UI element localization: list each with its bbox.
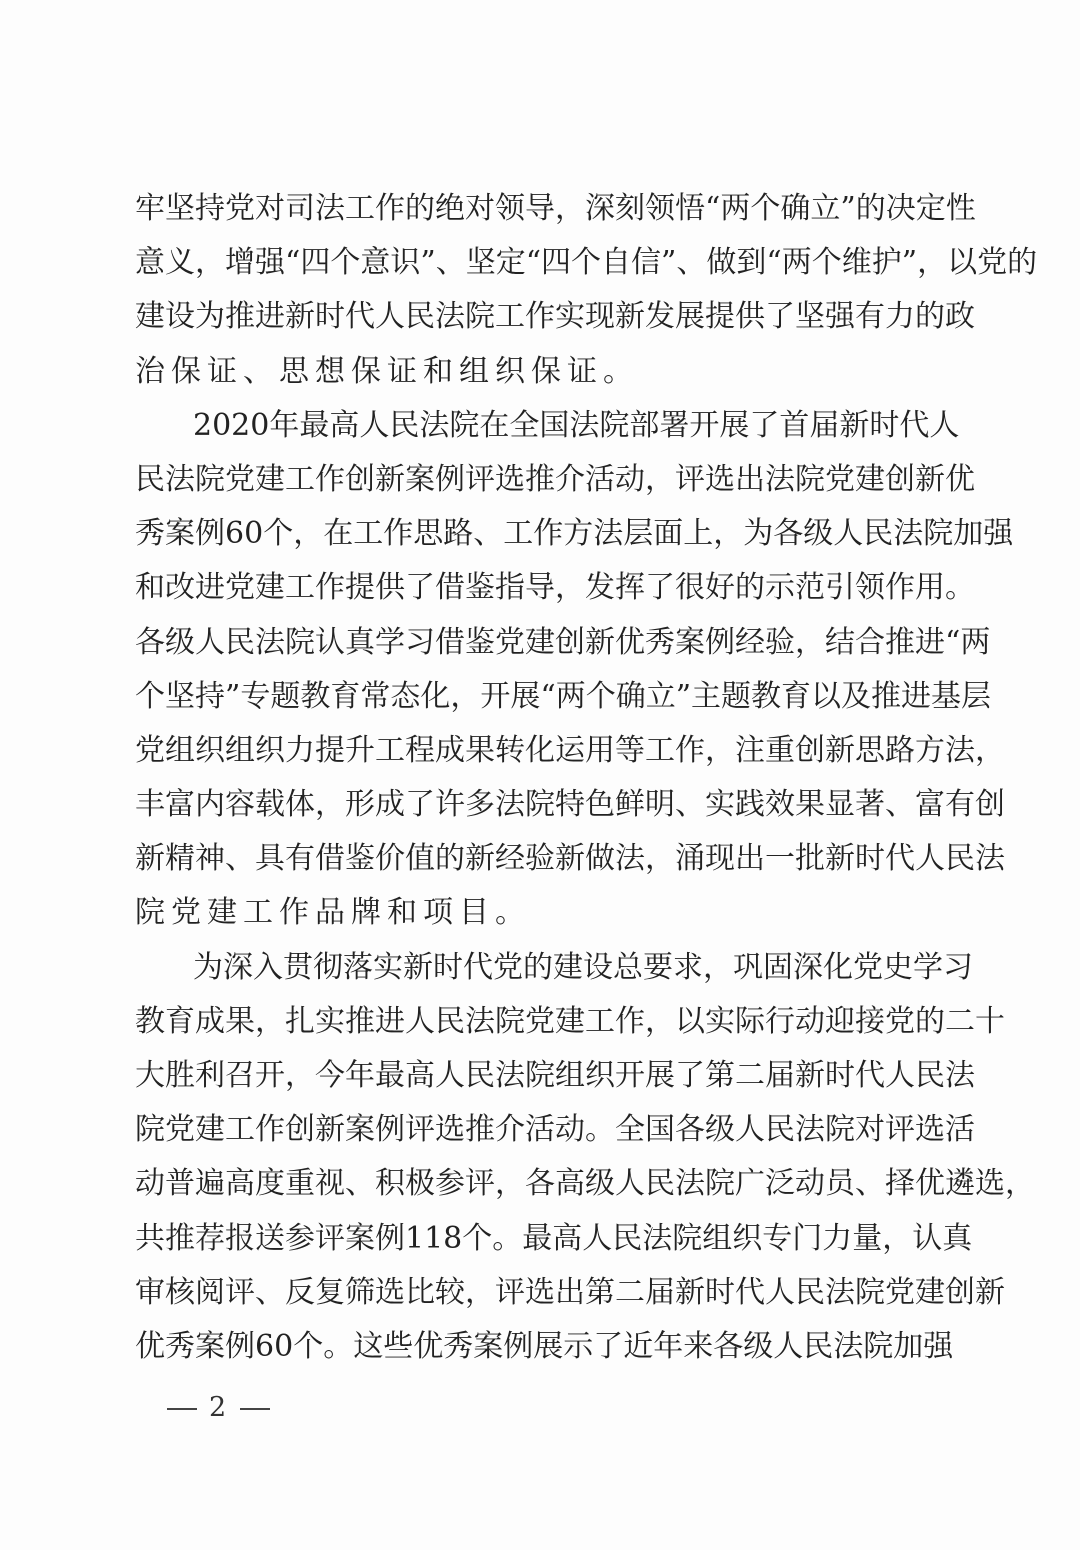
text-line: 新 精 神 、 具 有 借 鉴 价 值 的 新 经 验 新 做 法 ， 涌 现 出 一 批 新 时 代 人 民 法	[135, 841, 1005, 877]
text-line: 个 坚 持 ” 专 题 教 育 常 态 化 ， 开 展 “ 两 个 确 立 ” 主 题 教 育 以 及 推 进 基 层	[135, 678, 992, 714]
text-line: 牢 坚 持 党 对 司 法 工 作 的 绝 对 领 导 ， 深 刻 领 悟 “ 两 个 确 立 ” 的 决 定 性	[135, 191, 976, 226]
text-line: 院 党 建 工 作 创 新 案 例 评 选 推 介 活 动 。 全 国 各 级 人 民 法 院 对 评 选 活	[135, 1112, 975, 1148]
text-line: 党 组 织 组 织 力 提 升 工 程 成 果 转 化 运 用 等 工 作 ， 注 重 创 新 思 路 方 法 ，	[135, 732, 1005, 768]
text-line: 丰 富 内 容 载 体 ， 形 成 了 许 多 法 院 特 色 鲜 明 、 实 践 效 果 显 著 、 富 有 创	[135, 787, 1005, 823]
text-line: 教 育 成 果 ， 扎 实 推 进 人 民 法 院 党 建 工 作 ， 以 实 际 行 动 迎 接 党 的 二 十	[135, 1003, 1005, 1039]
text-line: 大 胜 利 召 开 ， 今 年 最 高 人 民 法 院 组 织 开 展 了 第 二 届 新 时 代 人 民 法	[135, 1058, 975, 1093]
text-line: 民 法 院 党 建 工 作 创 新 案 例 评 选 推 介 活 动 ， 评 选 出 法 院 党 建 创 新 优	[135, 461, 975, 497]
text-line: 建 设 为 推 进 新 时 代 人 民 法 院 工 作 实 现 新 发 展 提 供 了 坚 强 有 力 的 政	[135, 299, 975, 335]
text-line: 意 义 ， 增 强 “ 四 个 意 识 ” 、 坚 定 “ 四 个 自 信 ” 、 做 到 “ 两 个 维 护 ” ， 以 党 的	[135, 245, 1038, 281]
text-line: 各 级 人 民 法 院 认 真 学 习 借 鉴 党 建 创 新 优 秀 案 例 经 验 ， 结 合 推 进 “ 两	[135, 624, 991, 660]
text-line: 秀 案 例 60 个 ， 在 工 作 思 路 、 工 作 方 法 层 面 上 ， 为 各 级 人 民 法 院 加 强	[135, 516, 1014, 552]
page-number-value: 2	[209, 1392, 229, 1423]
text-line: 审 核 阅 评 、 反 复 筛 选 比 较 ， 评 选 出 第 二 届 新 时 代 人 民 法 院 党 建 创 新	[135, 1274, 1005, 1310]
page-number	[155, 1392, 282, 1423]
text-line: 2020 年 最 高 人 民 法 院 在 全 国 法 院 部 署 开 展 了 首 届 新 时 代 人	[193, 407, 960, 443]
page-number-dash-right	[240, 1408, 270, 1410]
document-body	[135, 182, 1038, 1374]
text-line: 为 深 入 贯 彻 落 实 新 时 代 党 的 建 设 总 要 求 ， 巩 固 深 化 党 史 学 习	[193, 949, 973, 985]
text-line: 院党建工作品牌和项目。	[135, 895, 531, 931]
text-line: 和 改 进 党 建 工 作 提 供 了 借 鉴 指 导 ， 发 挥 了 很 好 的 示 范 引 领 作 用 。	[135, 570, 975, 606]
text-line: 共 推 荐 报 送 参 评 案 例 118 个 。 最 高 人 民 法 院 组 织 专 门 力 量 ， 认 真	[135, 1220, 973, 1256]
text-line: 治保证、思想保证和组织保证。	[135, 353, 639, 389]
text-line: 优 秀 案 例 60 个 。 这 些 优 秀 案 例 展 示 了 近 年 来 各 级 人 民 法 院 加 强	[135, 1328, 954, 1364]
text-line: 动 普 遍 高 度 重 视 、 积 极 参 评 ， 各 高 级 人 民 法 院 广 泛 动 员 、 择 优 遴 选 ，	[135, 1166, 1035, 1202]
page-number-dash-left	[167, 1408, 197, 1410]
